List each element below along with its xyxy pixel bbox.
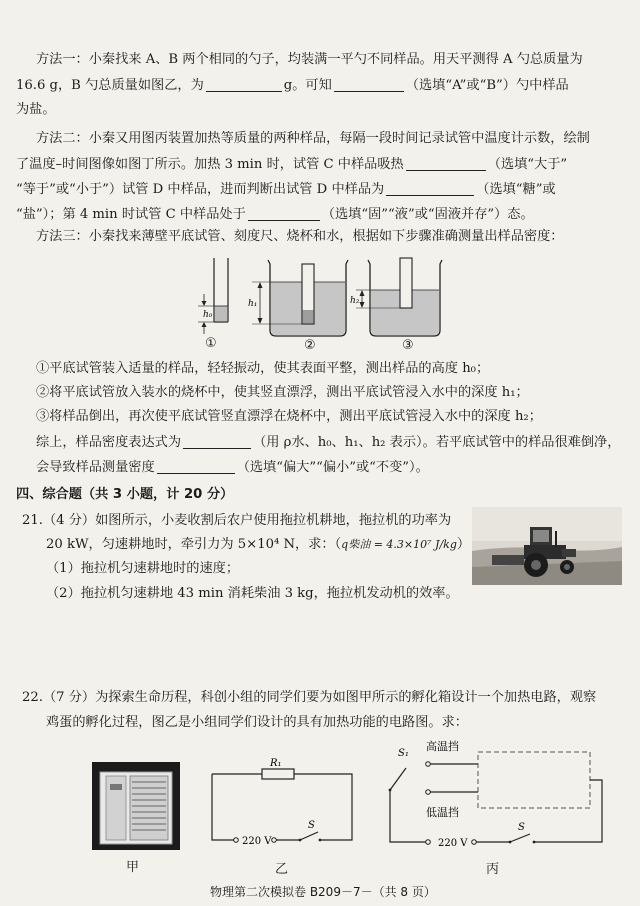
q22-line2: 鸡蛋的孵化过程，图乙是小组同学们设计的具有加热功能的电路图。求： (46, 715, 468, 730)
method1-line3: 为盐。 (16, 102, 56, 117)
method1-line1: 方法一：小秦找来 A、B 两个相同的勺子，均装满一平勺不同样品。用天平测得 A 勺总质量为 (36, 52, 583, 67)
fig3-beaker (356, 258, 442, 336)
fig1-test-tube (198, 258, 228, 334)
blank-state[interactable] (248, 206, 320, 221)
method3-sum1b: （用 ρ水、h₀、h₁、h₂ 表示）。若平底试管中的样品很难倒净， (253, 435, 621, 450)
dashed-box (478, 752, 590, 808)
blank-density-expr[interactable] (183, 434, 251, 449)
blank-b-mass[interactable] (206, 77, 282, 92)
fig-label-1: ① (205, 336, 217, 351)
method2-line2 (16, 156, 640, 173)
method2-line1: 方法二：小秦又用图丙装置加热等质量的两种样品，每隔一段时间记录试管中温度计示数，绘制 (36, 131, 590, 146)
label-r1: R₁ (270, 758, 282, 769)
method2-line2b: （选填“大于” (487, 157, 568, 172)
method2-line3 (16, 181, 640, 198)
method2-line4 (16, 206, 640, 223)
switch-s1 (390, 768, 406, 790)
circuit-bing (378, 736, 608, 860)
q21-line2b: q柴油 = 4.3×10⁷ J/kg (341, 538, 457, 551)
page-footer: 物理第二次模拟卷 B209－7－（共 8 页） (210, 885, 436, 899)
switch-s-bing (510, 834, 530, 842)
method2-line4b: （选填“固”“液”或“固液并存”）态。 (321, 207, 534, 222)
switch-s-yi (300, 832, 318, 840)
fig-label-bing: 丙 (486, 862, 500, 877)
tractor-photo (472, 507, 622, 585)
q21-line2c: ） (456, 537, 471, 552)
q21-line2a: 20 kW，匀速耕地时，牵引力为 5×10⁴ N，求：（ (46, 537, 342, 552)
method3-step3: ③将样品倒出，再次使平底试管竖直漂浮在烧杯中，测出平底试管浸入水中的深度 h₂； (36, 409, 542, 424)
label-voltage-yi: 220 V (242, 836, 272, 847)
fig-label-3: ③ (402, 338, 414, 353)
blank-sample-d[interactable] (386, 181, 474, 196)
method2-line2a: 了温度–时间图像如图丁所示。加热 3 min 时，试管 C 中样品吸热 (16, 157, 404, 172)
method3-step2: ②将平底试管放入装水的烧杯中，使其竖直漂浮，测出平底试管浸入水中的深度 h₁； (36, 385, 529, 400)
incubator-image (92, 762, 180, 850)
method3-sum2a: 会导致样品测量密度 (36, 460, 155, 475)
fig-label-2: ② (304, 338, 316, 353)
method2-line3a: “等于”或“小于”）试管 D 中样品，进而判断出试管 D 中样品为 (16, 182, 385, 197)
method3-summary2 (36, 459, 640, 476)
blank-heat-compare[interactable] (406, 156, 486, 171)
q21-line1: 21.（4 分）如图所示，小麦收割后农户使用拖拉机耕地，拖拉机的功率为 (22, 513, 452, 528)
label-h2: h₂ (350, 296, 360, 306)
fig-label-jia: 甲 (126, 860, 140, 875)
q21-sub2: （2）拖拉机匀速耕地 43 min 消耗柴油 3 kg，拖拉机发动机的效率。 (46, 586, 459, 601)
method1-line2c: （选填“A”或“B”）勺中样品 (405, 78, 569, 93)
section4-title: 四、综合题（共 3 小题，计 20 分） (16, 487, 234, 502)
q22-line1: 22.（7 分）为探索生命历程，科创小组的同学们要为如图甲所示的孵化箱设计一个加热电路，观察 (22, 690, 597, 705)
method3-summary1 (36, 434, 640, 451)
method3-sum2b: （选填“偏大”“偏小”或“不变”）。 (236, 460, 429, 475)
fig2-beaker (252, 260, 348, 336)
label-high: 高温挡 (426, 740, 459, 753)
label-low: 低温挡 (426, 806, 459, 819)
label-s1: S₁ (398, 748, 409, 759)
fig-label-yi: 乙 (275, 862, 289, 877)
method1-line2a: 16.6 g，B 勺总质量如图乙，为 (16, 78, 204, 93)
resistor-r1 (262, 769, 294, 779)
label-h0: h₀ (203, 310, 213, 320)
q21-sub1: （1）拖拉机匀速耕地时的速度； (46, 561, 240, 576)
method2-line4a: “盐”）；第 4 min 时试管 C 中样品处于 (16, 207, 246, 222)
blank-salt-spoon[interactable] (334, 77, 404, 92)
label-voltage-bing: 220 V (438, 838, 468, 849)
method3-sum1a: 综上，样品密度表达式为 (36, 435, 182, 450)
label-h1: h₁ (248, 299, 258, 309)
method3-line1: 方法三：小秦找来薄壁平底试管、刻度尺、烧杯和水，根据如下步骤准确测量出样品密度： (36, 229, 564, 244)
method3-step1: ①平底试管装入适量的样品，轻轻振动，使其表面平整，测出样品的高度 h₀； (36, 361, 490, 376)
label-switch-bing: S (518, 822, 525, 833)
method1-line2 (16, 77, 640, 94)
blank-density-bias[interactable] (157, 459, 235, 474)
method2-line3b: （选填“糖”或 (476, 182, 556, 197)
method1-line2b: g。可知 (283, 78, 332, 93)
circuit-yi (204, 758, 360, 858)
label-switch-yi: S (308, 820, 315, 831)
